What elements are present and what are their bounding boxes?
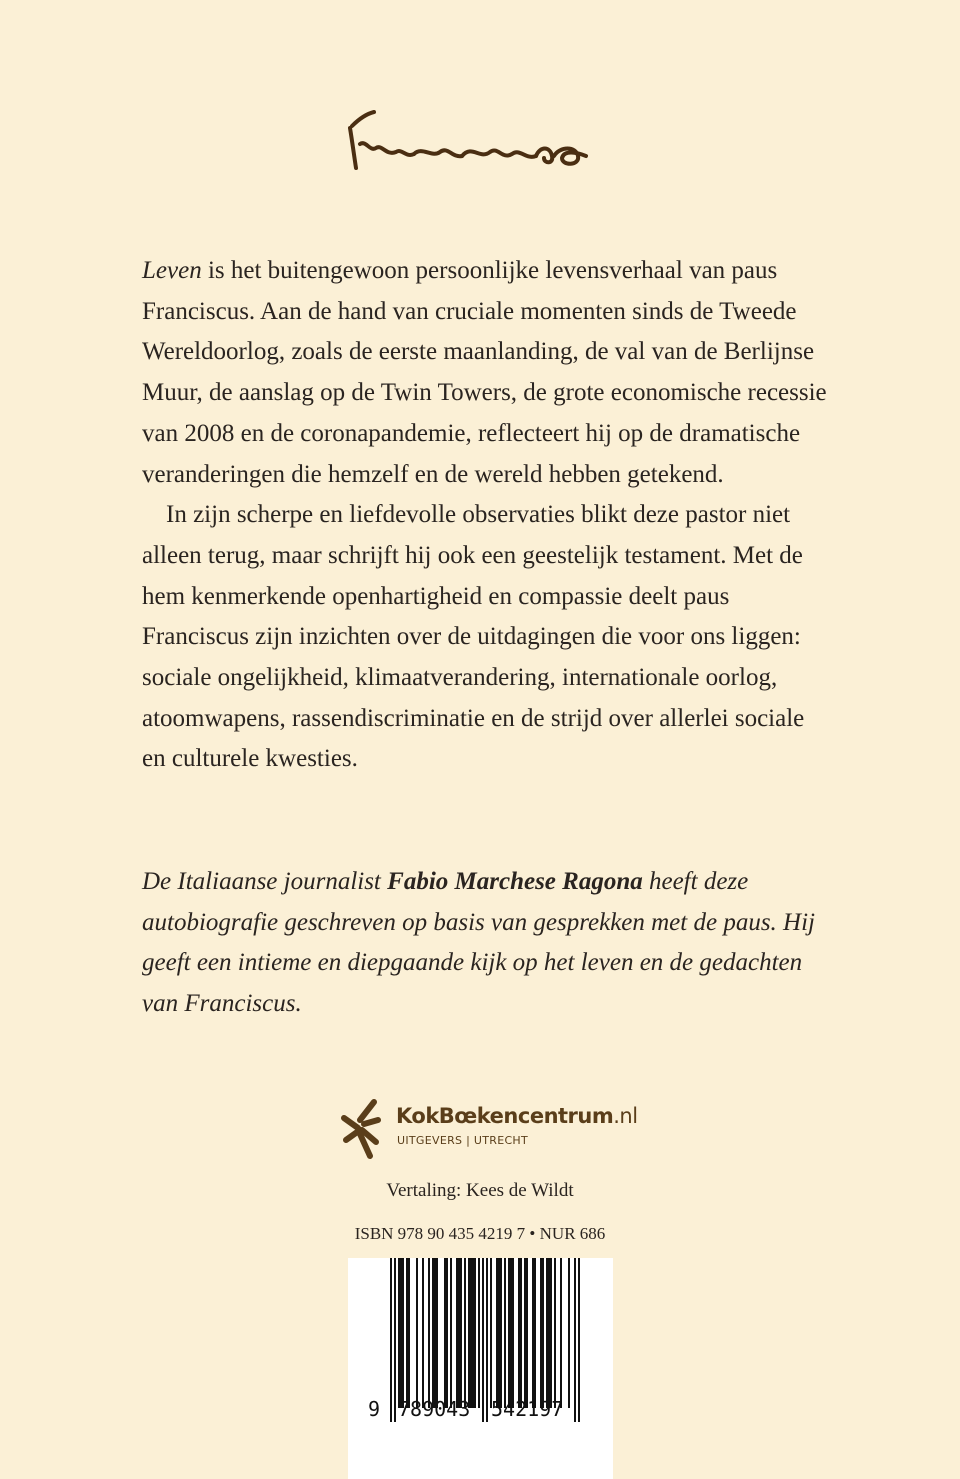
barcode-bar [542, 1258, 544, 1408]
publisher-mark-icon [340, 1098, 382, 1160]
isbn-line: ISBN 978 90 435 4219 7 • NUR 686 [354, 1224, 606, 1243]
barcode-bar [428, 1258, 430, 1408]
barcode-bar [498, 1258, 500, 1408]
barcode-bar [398, 1258, 400, 1408]
author-name: Fabio Marchese Ragona [387, 868, 643, 895]
description-paragraph-1 [142, 251, 832, 495]
barcode-bar [568, 1258, 570, 1408]
barcode-bar [524, 1258, 526, 1408]
book-title: Leven [142, 257, 202, 284]
publisher-tld: .nl [613, 1104, 638, 1128]
barcode [348, 1258, 613, 1479]
barcode-bar [550, 1258, 552, 1408]
barcode-bar [518, 1258, 520, 1408]
barcode-bar [482, 1258, 484, 1422]
barcode-bar [432, 1258, 434, 1408]
barcode-graphic [348, 1258, 613, 1479]
publisher-logo [340, 1098, 640, 1162]
barcode-bar [578, 1258, 580, 1422]
barcode-bar [512, 1258, 514, 1408]
publisher-name [396, 1104, 638, 1128]
barcode-bar [520, 1258, 522, 1408]
barcode-bar [434, 1258, 436, 1408]
barcode-bar [416, 1258, 418, 1408]
description-text-1: is het buitengewoon persoonlijke levensverhaal van paus Franciscus. Aan de hand van cruciale momenten sinds de Tweede Wereldoorlog, zoals de eerste maanlanding, de val van de Berlijnse Muur, de aanslag op de Twin Towers, de grote economische recessie van 2008 en de coronapandemie, reflecteert hij op de dramatische veranderingen die hemzelf en de wereld hebben getekend. [142, 257, 827, 488]
barcode-bar [464, 1258, 466, 1408]
publisher-subtitle: UITGEVERS | UTRECHT [397, 1134, 529, 1147]
barcode-bar [400, 1258, 402, 1408]
barcode-bar [486, 1258, 488, 1422]
barcode-bar [450, 1258, 452, 1408]
barcode-bar [472, 1258, 474, 1408]
barcode-bar [540, 1258, 542, 1408]
barcode-bar [422, 1258, 424, 1408]
barcode-bar [478, 1258, 480, 1408]
barcode-bar [390, 1258, 392, 1422]
barcode-bar [436, 1258, 438, 1408]
barcode-bar [408, 1258, 410, 1408]
barcode-bar [554, 1258, 556, 1408]
barcode-bar [500, 1258, 502, 1408]
barcode-bar [534, 1258, 536, 1408]
author-note-after: heeft deze autobiografie geschreven op basis van gesprekken met de paus. Hij geeft een intieme en diepgaande kijk op het leven en de gedachten van Franciscus. [142, 868, 815, 1018]
signature-logo [340, 100, 600, 180]
barcode-bar [446, 1258, 448, 1408]
barcode-bar [508, 1258, 510, 1408]
barcode-bar [532, 1258, 534, 1408]
book-description [142, 251, 832, 780]
publisher-name-text: KokBœkencentrum [396, 1104, 614, 1128]
description-paragraph-2: In zijn scherpe en liefdevolle observaties blikt deze pastor niet alleen terug, maar schrijft hij ook een geestelijk testament. Met de hem kenmerkende openhartigheid en compassie deelt paus Franciscus zijn inzichten over de uitdagingen die voor ons liggen: sociale ongelijkheid, klimaatverandering, internationale oorlog, atoomwapens, rassendiscriminatie en de strijd over allerlei sociale en culturele kwesties. [142, 501, 805, 773]
barcode-digits-left: 789043 [398, 1397, 471, 1421]
author-note-before: De Italiaanse journalist [142, 868, 388, 895]
barcode-bar [456, 1258, 458, 1408]
barcode-bar [496, 1258, 498, 1408]
barcode-bar [444, 1258, 446, 1408]
barcode-digit-first: 9 [368, 1397, 381, 1421]
author-note [142, 862, 842, 1025]
barcode-bar [574, 1258, 576, 1422]
barcode-bar [458, 1258, 460, 1408]
barcode-bar [504, 1258, 506, 1408]
barcode-bar [548, 1258, 550, 1408]
barcode-digits-right: 542197 [491, 1397, 564, 1421]
barcode-bar [490, 1258, 492, 1408]
barcode-bar [460, 1258, 462, 1408]
barcode-bar [560, 1258, 562, 1408]
barcode-bar [510, 1258, 512, 1408]
barcode-bar [470, 1258, 472, 1408]
barcode-bar [406, 1258, 408, 1408]
translation-credit: Vertaling: Kees de Wildt [386, 1180, 574, 1201]
barcode-bar [394, 1258, 396, 1422]
barcode-bar [526, 1258, 528, 1408]
barcode-bar [546, 1258, 548, 1408]
barcode-bar [474, 1258, 476, 1408]
barcode-bar [402, 1258, 404, 1408]
barcode-bar [468, 1258, 470, 1408]
